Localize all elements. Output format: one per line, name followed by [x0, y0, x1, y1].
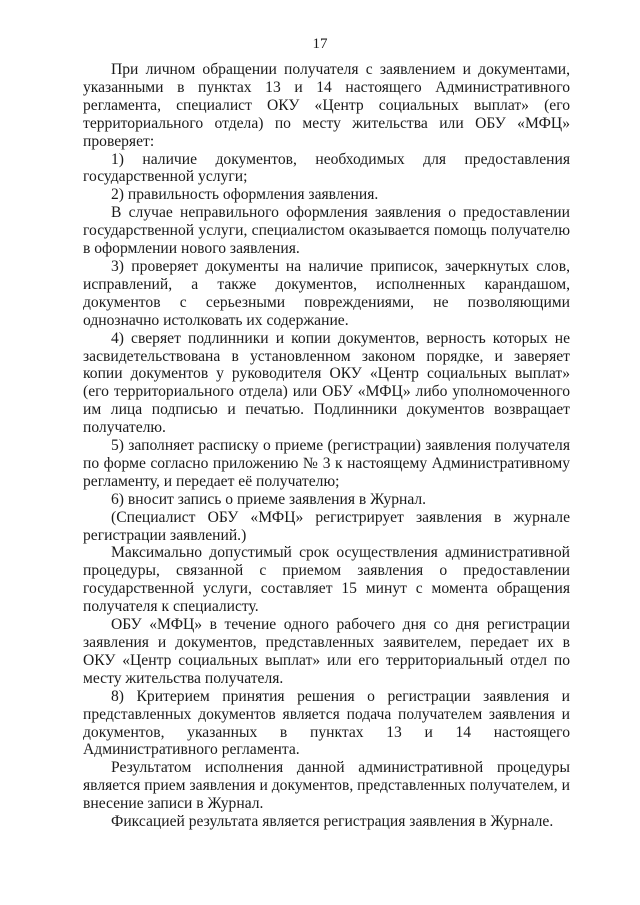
paragraph-item-6: 6) вносит запись о приеме заявления в Журнал.: [111, 490, 427, 508]
paragraph-max-time: Максимально допустимый срок осуществления административной процедуры, связанной с приемом заявления о предоставлении государственной услуги, составляет 15 минут с момента обращения получателя к специалисту.: [83, 544, 570, 616]
paragraph-item-5: 5) заполняет расписку о приеме (регистрации) заявления получателя по форме согласно приложению № 3 к настоящему Административному регламенту, и передает её получателю;: [83, 437, 570, 490]
paragraph-mfc-transfer: ОБУ «МФЦ» в течение одного рабочего дня со дня регистрации заявления и документов, представленных заявителем, передает их в ОКУ «Центр социальных выплат» или его территориальный отдел по месту жительства получателя.: [83, 616, 570, 687]
paragraph-result: Результатом исполнения данной административной процедуры является прием заявления и документов, представленных получателем, и внесение записи в Журнал.: [83, 759, 570, 813]
paragraph-intro: При личном обращении получателя с заявлением и документами, указанными в пунктах 13 и 14 настоящего Административного регламента, специалист ОКУ «Центр социальных выплат» (его территориального отдела) по месту жительства или ОБУ «МФЦ» проверяет:: [83, 61, 570, 150]
paragraph-item-3: 3) проверяет документы на наличие приписок, зачеркнутых слов, исправлений, а также документов, исполненных карандашом, документов с серьезными повреждениями, не позволяющими однозначно истолковать их содержание.: [83, 257, 570, 329]
paragraph-item-4: 4) сверяет подлинники и копии документов, верность которых не засвидетельствована в установленном законом порядке, и заверяет копии документов у руководителя ОКУ «Центр социальных выплат» (его территориального отдела) или ОБУ «МФЦ» либо уполномоченного им лица подписью и печатью. Подлинники документов возвращает получателю.: [83, 329, 570, 437]
paragraph-item-1: 1) наличие документов, необходимых для предоставления государственной услуги;: [83, 150, 570, 186]
body-text: [83, 61, 570, 831]
page-number: 17: [312, 36, 328, 52]
paragraph-item-2: 2) правильность оформления заявления.: [111, 186, 379, 204]
paragraph-fixation: Фиксацией результата является регистрация заявления в Журнале.: [111, 813, 554, 831]
paragraph-item-8: 8) Критерием принятия решения о регистрации заявления и представленных документов является подача получателем заявления и документов, указанных в пунктах 13 и 14 настоящего Административного регламента.: [83, 687, 570, 759]
paragraph-mfc-note: (Специалист ОБУ «МФЦ» регистрирует заявления в журнале регистрации заявлений.): [83, 508, 570, 544]
paragraph-incorrect-form: В случае неправильного оформления заявления о предоставлении государственной услуги, специалистом оказывается помощь получателю в оформлении нового заявления.: [83, 204, 570, 258]
